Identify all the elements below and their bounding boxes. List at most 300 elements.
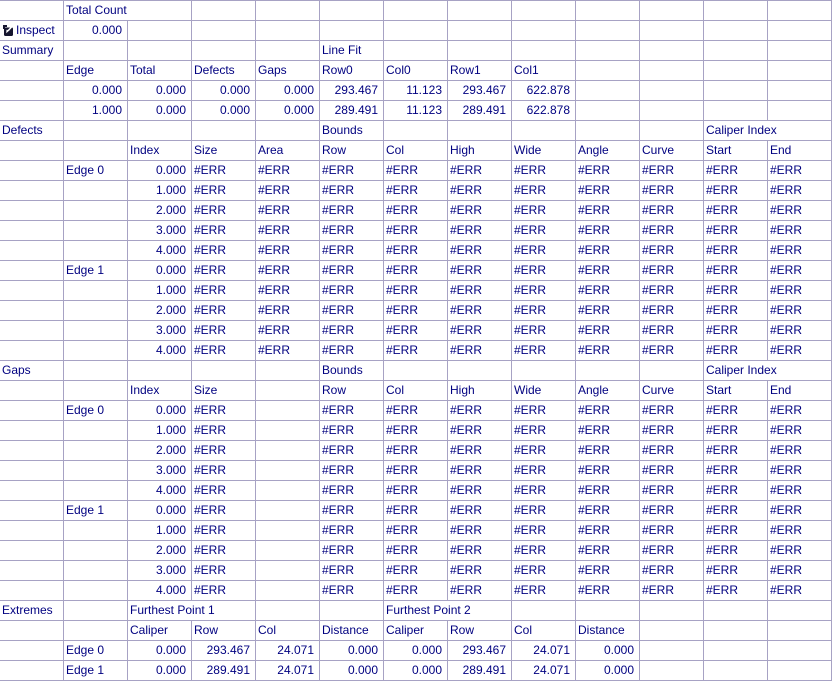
cell-K11[interactable]: [640, 201, 704, 221]
cell-I20[interactable]: [512, 381, 576, 401]
cell-B32[interactable]: [64, 621, 128, 641]
cell-A10[interactable]: [0, 181, 64, 201]
cell-I33[interactable]: [512, 641, 576, 661]
cell-H15[interactable]: [448, 281, 512, 301]
cell-M5[interactable]: [768, 81, 832, 101]
cell-A14[interactable]: [0, 261, 64, 281]
cell-M13[interactable]: [768, 241, 832, 261]
cell-I34[interactable]: [512, 661, 576, 681]
cell-M24[interactable]: [768, 461, 832, 481]
cell-B25[interactable]: [64, 481, 128, 501]
cell-J28[interactable]: [576, 541, 640, 561]
cell-D32[interactable]: [192, 621, 256, 641]
cell-J24[interactable]: [576, 461, 640, 481]
cell-F3[interactable]: [320, 41, 384, 61]
cell-I13[interactable]: [512, 241, 576, 261]
cell-H9[interactable]: [448, 161, 512, 181]
cell-A22[interactable]: [0, 421, 64, 441]
cell-E20[interactable]: [256, 381, 320, 401]
cell-K15[interactable]: [640, 281, 704, 301]
cell-J11[interactable]: [576, 201, 640, 221]
cell-M31[interactable]: [768, 601, 832, 621]
cell-A6[interactable]: [0, 101, 64, 121]
cell-C21[interactable]: [128, 401, 192, 421]
cell-A23[interactable]: [0, 441, 64, 461]
cell-A25[interactable]: [0, 481, 64, 501]
cell-C19[interactable]: [128, 361, 192, 381]
cell-C8[interactable]: [128, 141, 192, 161]
cell-A17[interactable]: [0, 321, 64, 341]
cell-F11[interactable]: [320, 201, 384, 221]
cell-I23[interactable]: [512, 441, 576, 461]
cell-E29[interactable]: [256, 561, 320, 581]
cell-J22[interactable]: [576, 421, 640, 441]
cell-K33[interactable]: [640, 641, 704, 661]
cell-J3[interactable]: [576, 41, 640, 61]
cell-C34[interactable]: [128, 661, 192, 681]
cell-M18[interactable]: [768, 341, 832, 361]
cell-M14[interactable]: [768, 261, 832, 281]
cell-E19[interactable]: [256, 361, 320, 381]
cell-G32[interactable]: [384, 621, 448, 641]
cell-J29[interactable]: [576, 561, 640, 581]
cell-I1[interactable]: [512, 1, 576, 21]
cell-I10[interactable]: [512, 181, 576, 201]
cell-J21[interactable]: [576, 401, 640, 421]
cell-D34[interactable]: [192, 661, 256, 681]
cell-K25[interactable]: [640, 481, 704, 501]
cell-H8[interactable]: [448, 141, 512, 161]
cell-K20[interactable]: [640, 381, 704, 401]
cell-G17[interactable]: [384, 321, 448, 341]
cell-C2[interactable]: [128, 21, 192, 41]
cell-E13[interactable]: [256, 241, 320, 261]
cell-L33[interactable]: [704, 641, 768, 661]
cell-A21[interactable]: [0, 401, 64, 421]
cell-C24[interactable]: [128, 461, 192, 481]
cell-B2[interactable]: [64, 21, 128, 41]
cell-K21[interactable]: [640, 401, 704, 421]
cell-K2[interactable]: [640, 21, 704, 41]
cell-L23[interactable]: [704, 441, 768, 461]
cell-C25[interactable]: [128, 481, 192, 501]
cell-A30[interactable]: [0, 581, 64, 601]
cell-I28[interactable]: [512, 541, 576, 561]
cell-I26[interactable]: [512, 501, 576, 521]
cell-J30[interactable]: [576, 581, 640, 601]
cell-K30[interactable]: [640, 581, 704, 601]
cell-I7[interactable]: [512, 121, 576, 141]
cell-M8[interactable]: [768, 141, 832, 161]
cell-J27[interactable]: [576, 521, 640, 541]
cell-F19[interactable]: [320, 361, 384, 381]
cell-I8[interactable]: [512, 141, 576, 161]
cell-D27[interactable]: [192, 521, 256, 541]
cell-F22[interactable]: [320, 421, 384, 441]
cell-M26[interactable]: [768, 501, 832, 521]
cell-G6[interactable]: [384, 101, 448, 121]
cell-E8[interactable]: [256, 141, 320, 161]
cell-B33[interactable]: [64, 641, 128, 661]
cell-E28[interactable]: [256, 541, 320, 561]
cell-F18[interactable]: [320, 341, 384, 361]
cell-J14[interactable]: [576, 261, 640, 281]
cell-L4[interactable]: [704, 61, 768, 81]
cell-D30[interactable]: [192, 581, 256, 601]
cell-L21[interactable]: [704, 401, 768, 421]
cell-J1[interactable]: [576, 1, 640, 21]
cell-B11[interactable]: [64, 201, 128, 221]
cell-C15[interactable]: [128, 281, 192, 301]
cell-E4[interactable]: [256, 61, 320, 81]
cell-J9[interactable]: [576, 161, 640, 181]
cell-G11[interactable]: [384, 201, 448, 221]
cell-J32[interactable]: [576, 621, 640, 641]
cell-H1[interactable]: [448, 1, 512, 21]
cell-G12[interactable]: [384, 221, 448, 241]
cell-C31[interactable]: [128, 601, 256, 621]
cell-G34[interactable]: [384, 661, 448, 681]
cell-D5[interactable]: [192, 81, 256, 101]
cell-J10[interactable]: [576, 181, 640, 201]
cell-L24[interactable]: [704, 461, 768, 481]
cell-J31[interactable]: [576, 601, 640, 621]
cell-F2[interactable]: [320, 21, 384, 41]
cell-I14[interactable]: [512, 261, 576, 281]
cell-G7[interactable]: [384, 121, 448, 141]
cell-G16[interactable]: [384, 301, 448, 321]
cell-L28[interactable]: [704, 541, 768, 561]
cell-D15[interactable]: [192, 281, 256, 301]
cell-L6[interactable]: [704, 101, 768, 121]
cell-M9[interactable]: [768, 161, 832, 181]
cell-J12[interactable]: [576, 221, 640, 241]
cell-F17[interactable]: [320, 321, 384, 341]
cell-E27[interactable]: [256, 521, 320, 541]
cell-G20[interactable]: [384, 381, 448, 401]
cell-K31[interactable]: [640, 601, 704, 621]
cell-I27[interactable]: [512, 521, 576, 541]
cell-C4[interactable]: [128, 61, 192, 81]
cell-A2[interactable]: [0, 21, 64, 41]
cell-L30[interactable]: [704, 581, 768, 601]
cell-E9[interactable]: [256, 161, 320, 181]
cell-H4[interactable]: [448, 61, 512, 81]
cell-F28[interactable]: [320, 541, 384, 561]
cell-G21[interactable]: [384, 401, 448, 421]
cell-K3[interactable]: [640, 41, 704, 61]
cell-K13[interactable]: [640, 241, 704, 261]
cell-L5[interactable]: [704, 81, 768, 101]
cell-L12[interactable]: [704, 221, 768, 241]
cell-B17[interactable]: [64, 321, 128, 341]
cell-B28[interactable]: [64, 541, 128, 561]
cell-D22[interactable]: [192, 421, 256, 441]
cell-C14[interactable]: [128, 261, 192, 281]
cell-H14[interactable]: [448, 261, 512, 281]
cell-G24[interactable]: [384, 461, 448, 481]
cell-B1[interactable]: [64, 1, 192, 21]
cell-E26[interactable]: [256, 501, 320, 521]
cell-G33[interactable]: [384, 641, 448, 661]
cell-L16[interactable]: [704, 301, 768, 321]
cell-G3[interactable]: [384, 41, 448, 61]
cell-F27[interactable]: [320, 521, 384, 541]
cell-H30[interactable]: [448, 581, 512, 601]
cell-H13[interactable]: [448, 241, 512, 261]
cell-K16[interactable]: [640, 301, 704, 321]
cell-K28[interactable]: [640, 541, 704, 561]
cell-E7[interactable]: [256, 121, 320, 141]
cell-E30[interactable]: [256, 581, 320, 601]
cell-B29[interactable]: [64, 561, 128, 581]
cell-I21[interactable]: [512, 401, 576, 421]
cell-L31[interactable]: [704, 601, 768, 621]
cell-I16[interactable]: [512, 301, 576, 321]
cell-D11[interactable]: [192, 201, 256, 221]
cell-M27[interactable]: [768, 521, 832, 541]
cell-M34[interactable]: [768, 661, 832, 681]
cell-G30[interactable]: [384, 581, 448, 601]
cell-J33[interactable]: [576, 641, 640, 661]
cell-J20[interactable]: [576, 381, 640, 401]
cell-H6[interactable]: [448, 101, 512, 121]
cell-F15[interactable]: [320, 281, 384, 301]
cell-C29[interactable]: [128, 561, 192, 581]
cell-L32[interactable]: [704, 621, 768, 641]
cell-G19[interactable]: [384, 361, 448, 381]
cell-M11[interactable]: [768, 201, 832, 221]
cell-B21[interactable]: [64, 401, 128, 421]
cell-A8[interactable]: [0, 141, 64, 161]
cell-I3[interactable]: [512, 41, 576, 61]
cell-K17[interactable]: [640, 321, 704, 341]
cell-B13[interactable]: [64, 241, 128, 261]
cell-F26[interactable]: [320, 501, 384, 521]
cell-C32[interactable]: [128, 621, 192, 641]
cell-M22[interactable]: [768, 421, 832, 441]
cell-A11[interactable]: [0, 201, 64, 221]
cell-A27[interactable]: [0, 521, 64, 541]
cell-K18[interactable]: [640, 341, 704, 361]
cell-C12[interactable]: [128, 221, 192, 241]
cell-J5[interactable]: [576, 81, 640, 101]
cell-M2[interactable]: [768, 21, 832, 41]
cell-E33[interactable]: [256, 641, 320, 661]
cell-B26[interactable]: [64, 501, 128, 521]
cell-L13[interactable]: [704, 241, 768, 261]
cell-K4[interactable]: [640, 61, 704, 81]
cell-J17[interactable]: [576, 321, 640, 341]
cell-G18[interactable]: [384, 341, 448, 361]
cell-J16[interactable]: [576, 301, 640, 321]
cell-L27[interactable]: [704, 521, 768, 541]
cell-D1[interactable]: [192, 1, 256, 21]
cell-J4[interactable]: [576, 61, 640, 81]
cell-C30[interactable]: [128, 581, 192, 601]
cell-C20[interactable]: [128, 381, 192, 401]
cell-B3[interactable]: [64, 41, 128, 61]
cell-C10[interactable]: [128, 181, 192, 201]
cell-J26[interactable]: [576, 501, 640, 521]
cell-B22[interactable]: [64, 421, 128, 441]
cell-J18[interactable]: [576, 341, 640, 361]
cell-J8[interactable]: [576, 141, 640, 161]
cell-J25[interactable]: [576, 481, 640, 501]
cell-K9[interactable]: [640, 161, 704, 181]
cell-K7[interactable]: [640, 121, 704, 141]
cell-F12[interactable]: [320, 221, 384, 241]
cell-H2[interactable]: [448, 21, 512, 41]
cell-M29[interactable]: [768, 561, 832, 581]
cell-D13[interactable]: [192, 241, 256, 261]
cell-D18[interactable]: [192, 341, 256, 361]
cell-C27[interactable]: [128, 521, 192, 541]
cell-L18[interactable]: [704, 341, 768, 361]
cell-D10[interactable]: [192, 181, 256, 201]
cell-H3[interactable]: [448, 41, 512, 61]
cell-D6[interactable]: [192, 101, 256, 121]
cell-I24[interactable]: [512, 461, 576, 481]
cell-I30[interactable]: [512, 581, 576, 601]
cell-I32[interactable]: [512, 621, 576, 641]
cell-F24[interactable]: [320, 461, 384, 481]
cell-A19[interactable]: [0, 361, 64, 381]
cell-B9[interactable]: [64, 161, 128, 181]
cell-M25[interactable]: [768, 481, 832, 501]
cell-A26[interactable]: [0, 501, 64, 521]
cell-G31[interactable]: [384, 601, 512, 621]
cell-H32[interactable]: [448, 621, 512, 641]
cell-L20[interactable]: [704, 381, 768, 401]
cell-K23[interactable]: [640, 441, 704, 461]
cell-A20[interactable]: [0, 381, 64, 401]
cell-E23[interactable]: [256, 441, 320, 461]
cell-H25[interactable]: [448, 481, 512, 501]
cell-E15[interactable]: [256, 281, 320, 301]
cell-H22[interactable]: [448, 421, 512, 441]
cell-B20[interactable]: [64, 381, 128, 401]
cell-K1[interactable]: [640, 1, 704, 21]
cell-J19[interactable]: [576, 361, 640, 381]
cell-H10[interactable]: [448, 181, 512, 201]
cell-F29[interactable]: [320, 561, 384, 581]
cell-G5[interactable]: [384, 81, 448, 101]
cell-F31[interactable]: [320, 601, 384, 621]
cell-I2[interactable]: [512, 21, 576, 41]
cell-A32[interactable]: [0, 621, 64, 641]
cell-E32[interactable]: [256, 621, 320, 641]
cell-B12[interactable]: [64, 221, 128, 241]
cell-H29[interactable]: [448, 561, 512, 581]
cell-K34[interactable]: [640, 661, 704, 681]
cell-H21[interactable]: [448, 401, 512, 421]
cell-M4[interactable]: [768, 61, 832, 81]
cell-F30[interactable]: [320, 581, 384, 601]
cell-H16[interactable]: [448, 301, 512, 321]
cell-B30[interactable]: [64, 581, 128, 601]
cell-D21[interactable]: [192, 401, 256, 421]
cell-L15[interactable]: [704, 281, 768, 301]
cell-J13[interactable]: [576, 241, 640, 261]
cell-B24[interactable]: [64, 461, 128, 481]
cell-B19[interactable]: [64, 361, 128, 381]
cell-K32[interactable]: [640, 621, 704, 641]
cell-C22[interactable]: [128, 421, 192, 441]
cell-E17[interactable]: [256, 321, 320, 341]
cell-H17[interactable]: [448, 321, 512, 341]
cell-E18[interactable]: [256, 341, 320, 361]
cell-M28[interactable]: [768, 541, 832, 561]
cell-D17[interactable]: [192, 321, 256, 341]
cell-G22[interactable]: [384, 421, 448, 441]
cell-I5[interactable]: [512, 81, 576, 101]
cell-F14[interactable]: [320, 261, 384, 281]
cell-K5[interactable]: [640, 81, 704, 101]
cell-C26[interactable]: [128, 501, 192, 521]
cell-C13[interactable]: [128, 241, 192, 261]
cell-H12[interactable]: [448, 221, 512, 241]
cell-I11[interactable]: [512, 201, 576, 221]
cell-M15[interactable]: [768, 281, 832, 301]
cell-B6[interactable]: [64, 101, 128, 121]
cell-E14[interactable]: [256, 261, 320, 281]
cell-L8[interactable]: [704, 141, 768, 161]
cell-A9[interactable]: [0, 161, 64, 181]
cell-B14[interactable]: [64, 261, 128, 281]
cell-I19[interactable]: [512, 361, 576, 381]
cell-J15[interactable]: [576, 281, 640, 301]
cell-L11[interactable]: [704, 201, 768, 221]
cell-C5[interactable]: [128, 81, 192, 101]
cell-M21[interactable]: [768, 401, 832, 421]
cell-I31[interactable]: [512, 601, 576, 621]
cell-G13[interactable]: [384, 241, 448, 261]
cell-B27[interactable]: [64, 521, 128, 541]
cell-H7[interactable]: [448, 121, 512, 141]
cell-F23[interactable]: [320, 441, 384, 461]
cell-E22[interactable]: [256, 421, 320, 441]
cell-L9[interactable]: [704, 161, 768, 181]
cell-C9[interactable]: [128, 161, 192, 181]
cell-M33[interactable]: [768, 641, 832, 661]
cell-B16[interactable]: [64, 301, 128, 321]
cell-B18[interactable]: [64, 341, 128, 361]
cell-F34[interactable]: [320, 661, 384, 681]
cell-G14[interactable]: [384, 261, 448, 281]
cell-H5[interactable]: [448, 81, 512, 101]
cell-C23[interactable]: [128, 441, 192, 461]
cell-A18[interactable]: [0, 341, 64, 361]
cell-K27[interactable]: [640, 521, 704, 541]
cell-B10[interactable]: [64, 181, 128, 201]
cell-G23[interactable]: [384, 441, 448, 461]
cell-E5[interactable]: [256, 81, 320, 101]
cell-C18[interactable]: [128, 341, 192, 361]
cell-I4[interactable]: [512, 61, 576, 81]
cell-M17[interactable]: [768, 321, 832, 341]
cell-M1[interactable]: [768, 1, 832, 21]
cell-E24[interactable]: [256, 461, 320, 481]
cell-A16[interactable]: [0, 301, 64, 321]
cell-D24[interactable]: [192, 461, 256, 481]
cell-H23[interactable]: [448, 441, 512, 461]
cell-H24[interactable]: [448, 461, 512, 481]
cell-C33[interactable]: [128, 641, 192, 661]
cell-D33[interactable]: [192, 641, 256, 661]
cell-C28[interactable]: [128, 541, 192, 561]
cell-B7[interactable]: [64, 121, 128, 141]
